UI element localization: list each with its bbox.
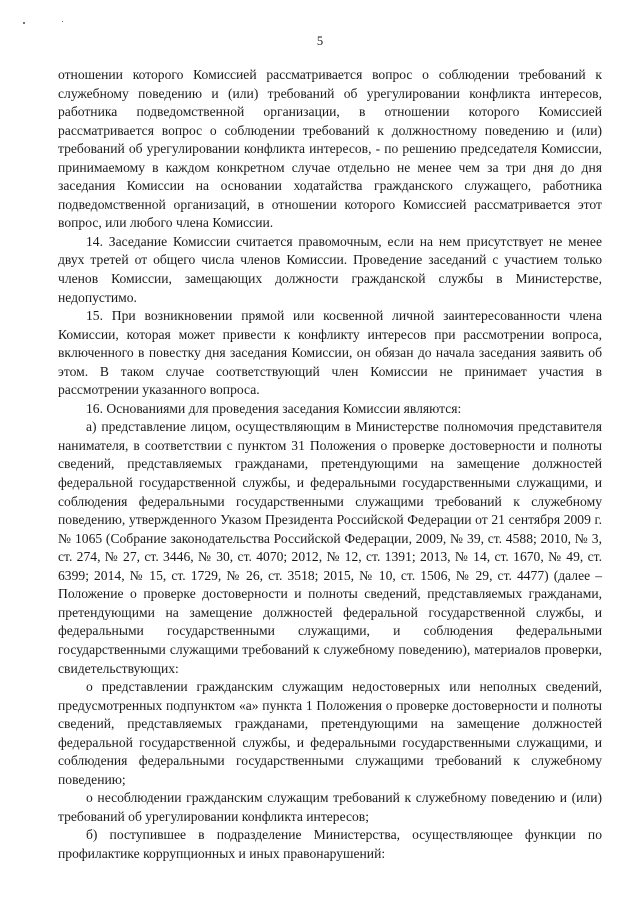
paragraph-15: 15. При возникновении прямой или косвенной личной заинтересованности члена Комиссии, которая может привести к конфликту интересов при рассмотрении вопроса, включенного в повестку дня заседания Комиссии, он обязан до начала заседания заявить об этом. В таком случае соответствующий член Комиссии не принимает участия в рассмотрении указанного вопроса.	[58, 308, 602, 398]
scan-speck	[23, 22, 25, 24]
paragraph-16-a-item-2: о несоблюдении гражданским служащим требований к служебному поведению и (или) требований об урегулировании конфликта интересов;	[58, 790, 602, 824]
paragraph-continuation: отношении которого Комиссией рассматривается вопрос о соблюдении требований к служебному поведению и (или) требований об урегулировании конфликта интересов, работника подведомственной организации, в отношении которого Комиссией рассматривается вопрос о соблюдении требований к должностному поведению и (или) требований об урегулировании конфликта интересов, - по решению председателя Комиссии, принимаемому в каждом конкретном случае отдельно не менее чем за три дня до дня заседания Комиссии на основании ходатайства гражданского служащего, работника подведомственной организаций, в отношении которого Комиссией рассматривается этот вопрос, или любого члена Комиссии.	[58, 67, 602, 231]
paragraph-16-a-item-1: о представлении гражданским служащим недостоверных или неполных сведений, предусмотренных подпунктом «а» пункта 1 Положения о проверке достоверности и полноты сведений, представляемых гражданами, претендующими на замещение должностей федеральной государственной службы, и федеральными государственными служащими, и соблюдения федеральными государственными служащими требований к служебному поведению;	[58, 679, 602, 787]
paragraph-16: 16. Основаниями для проведения заседания Комиссии являются:	[86, 400, 462, 416]
scan-speck	[62, 21, 63, 22]
paragraph-14: 14. Заседание Комиссии считается правомочным, если на нем присутствует не менее двух третей от общего числа членов Комиссии. Проведение заседаний с участием только членов Комиссии, замещающих должности гражданской службы в Министерстве, недопустимо.	[58, 233, 602, 305]
document-body	[58, 66, 602, 864]
page-number: 5	[316, 34, 324, 48]
paragraph-16-b: б) поступившее в подразделение Министерства, осуществляющее функции по профилактике коррупционных и иных правонарушений:	[58, 827, 602, 861]
paragraph-16-a: а) представление лицом, осуществляющим в Министерстве полномочия представителя нанимателя, в соответствии с пунктом 31 Положения о проверке достоверности и полноты сведений, представляемых гражданами, претендующими на замещение должностей федеральной государственной службы, и федеральными государственными служащими, и соблюдения федеральными государственными служащими требований к служебному поведению, утвержденного Указом Президента Российской Федерации от 21 сентября 2009 г. № 1065 (Собрание законодательства Российской Федерации, 2009, № 39, ст. 4588; 2010, № 3, ст. 274, № 27, ст. 3446, № 30, ст. 4070; 2012, № 12, ст. 1391; 2013, № 14, ст. 1670, № 49, ст. 6399; 2014, № 15, ст. 1729, № 26, ст. 3518; 2015, № 10, ст. 1506, № 29, ст. 4477) (далее – Положение о проверке достоверности и полноты сведений, представляемых гражданами, претендующими на замещение должностей федеральной государственной службы, и федеральными государственными служащими, и соблюдения федеральными государственными служащими требований к служебному поведению), материалов проверки, свидетельствующих:	[58, 419, 602, 676]
